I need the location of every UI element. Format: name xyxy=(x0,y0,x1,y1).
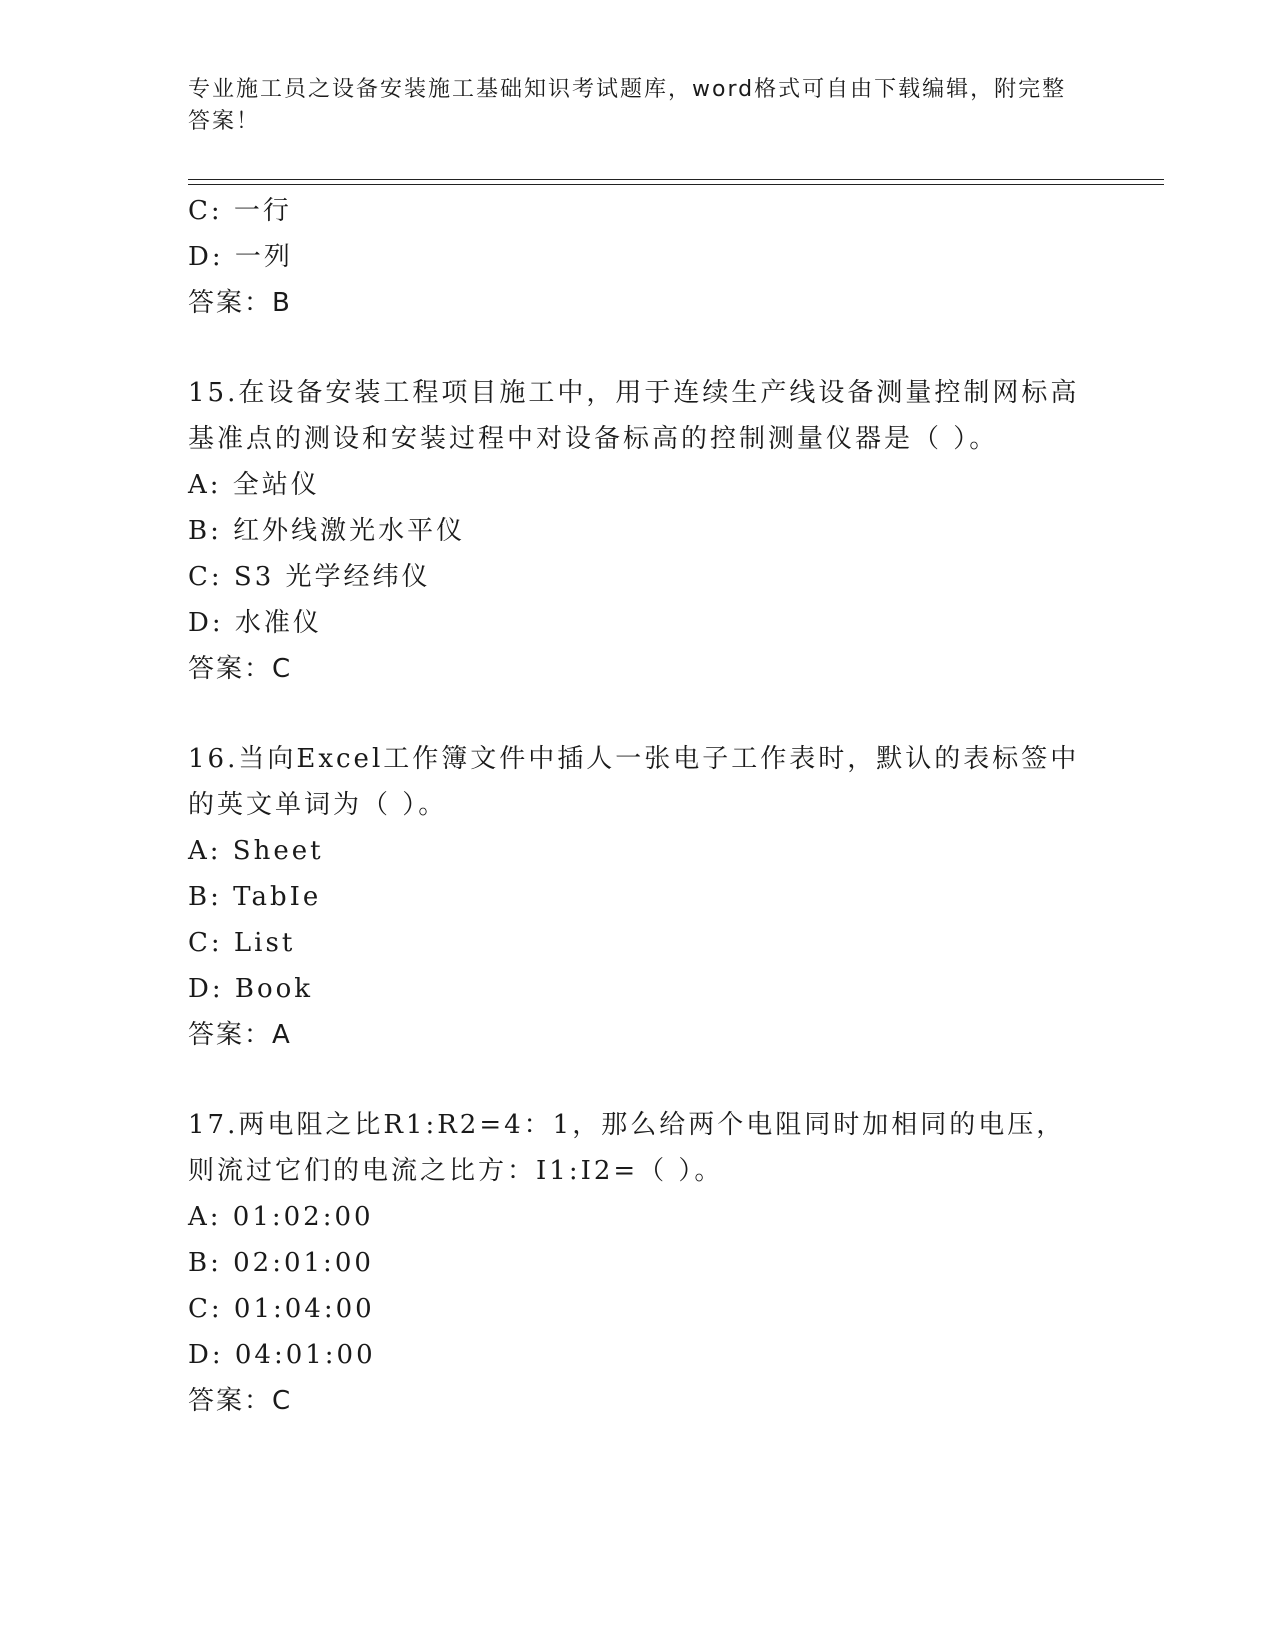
question-15-option-c: C: S3 光学经纬仪 xyxy=(188,562,431,592)
question-16-option-a: A: Sheet xyxy=(188,836,324,866)
option-d: D: 一列 xyxy=(188,242,293,272)
question-17-stem: 17.两电阻之比R1:R2=4：1，那么给两个电阻同时加相同的电压，则流过它们的电流之比方：I1:I2=（ ）。 xyxy=(188,1110,1066,1186)
option-c: C: 一行 xyxy=(188,196,292,226)
page-header: 专业施工员之设备安装施工基础知识考试题库，word格式可自由下载编辑，附完整答案！ xyxy=(188,77,1067,134)
question-16-answer: 答案：A xyxy=(188,1020,292,1050)
question-15-stem: 15.在设备安装工程项目施工中，用于连续生产线设备测量控制网标高基准点的测设和安装过程中对设备标高的控制测量仪器是（ ）。 xyxy=(188,378,1080,454)
question-17-option-d: D: 04:01:00 xyxy=(188,1340,376,1370)
question-17-option-c: C: 01:04:00 xyxy=(188,1294,375,1324)
question-15-option-d: D: 水准仪 xyxy=(188,608,322,638)
question-17-answer: 答案：C xyxy=(188,1386,293,1416)
question-15-option-a: A: 全站仪 xyxy=(188,470,320,500)
header-rule-bottom xyxy=(188,184,1164,185)
question-17-option-a: A: 01:02:00 xyxy=(188,1202,374,1232)
question-16-option-d: D: Book xyxy=(188,974,314,1004)
question-15-answer: 答案：C xyxy=(188,654,293,684)
answer-line: 答案：B xyxy=(188,288,292,318)
question-17-option-b: B: 02:01:00 xyxy=(188,1248,374,1278)
question-16-option-c: C: List xyxy=(188,928,296,958)
question-16-stem: 16.当向Excel工作簿文件中插人一张电子工作表时，默认的表标签中的英文单词为（ ）。 xyxy=(188,744,1080,820)
question-15-option-b: B: 红外线激光水平仪 xyxy=(188,516,466,546)
document-body xyxy=(188,188,1088,1424)
header-rule-top xyxy=(188,179,1164,180)
question-16-option-b: B: TabIe xyxy=(188,882,322,912)
